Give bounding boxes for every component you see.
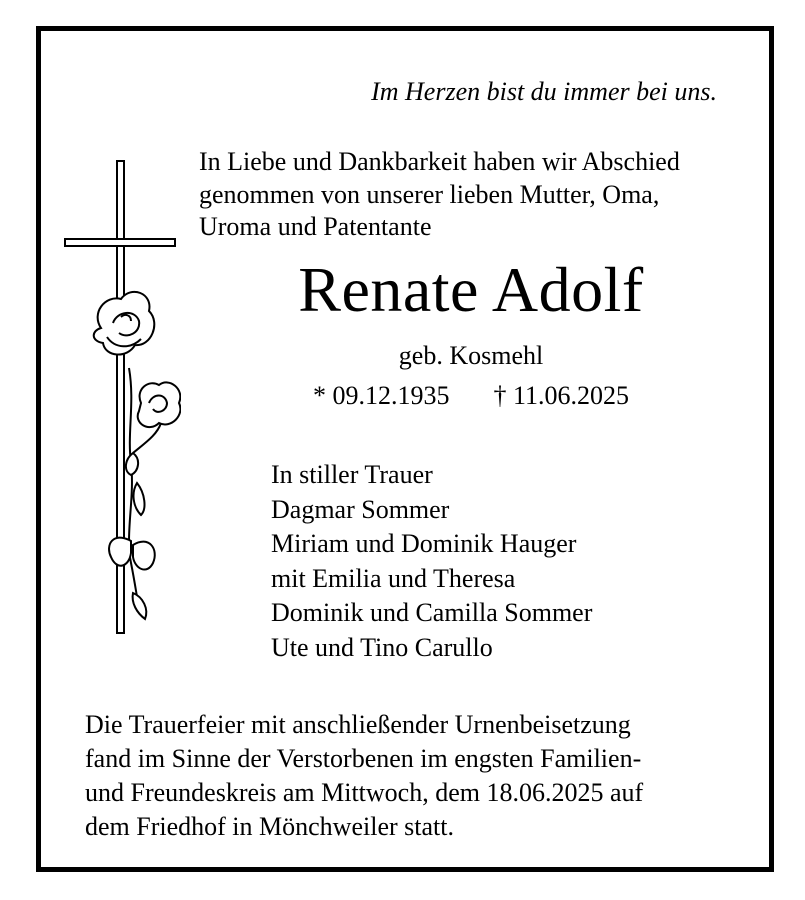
intro-line: In Liebe und Dankbarkeit haben wir Abschied bbox=[199, 147, 680, 176]
notice-line: dem Friedhof in Mönchweiler statt. bbox=[85, 812, 454, 841]
intro-line: genommen von unserer lieben Mutter, Oma, bbox=[199, 179, 660, 209]
mourner-line: Dominik und Camilla Sommer bbox=[271, 598, 593, 627]
funeral-notice bbox=[85, 708, 643, 844]
motto: Im Herzen bist du immer bei uns. bbox=[371, 77, 717, 106]
death-date: † 11.06.2025 bbox=[493, 381, 630, 410]
mourner-line: In stiller Trauer bbox=[271, 460, 433, 489]
deceased-name: Renate Adolf bbox=[298, 254, 644, 325]
mourner-line: Miriam und Dominik Hauger bbox=[271, 529, 577, 558]
life-dates bbox=[161, 380, 781, 412]
obituary-frame bbox=[36, 26, 774, 872]
notice-line: fand im Sinne der Verstorbenen im engsten Familien- bbox=[85, 744, 642, 773]
notice-line: und Freundeskreis am Mittwoch, dem 18.06.2025 auf bbox=[85, 778, 644, 807]
intro-text bbox=[199, 146, 680, 244]
mourner-line: Dagmar Sommer bbox=[271, 494, 450, 524]
notice-line: Die Trauerfeier mit anschließender Urnenbeisetzung bbox=[85, 710, 631, 739]
birth-date: * 09.12.1935 bbox=[312, 381, 450, 410]
maiden-name: geb. Kosmehl bbox=[398, 341, 544, 370]
mourner-line: mit Emilia und Theresa bbox=[271, 563, 516, 593]
intro-line: Uroma und Patentante bbox=[199, 212, 432, 241]
mourners-list bbox=[271, 458, 592, 665]
mourner-line: Ute und Tino Carullo bbox=[271, 632, 493, 662]
